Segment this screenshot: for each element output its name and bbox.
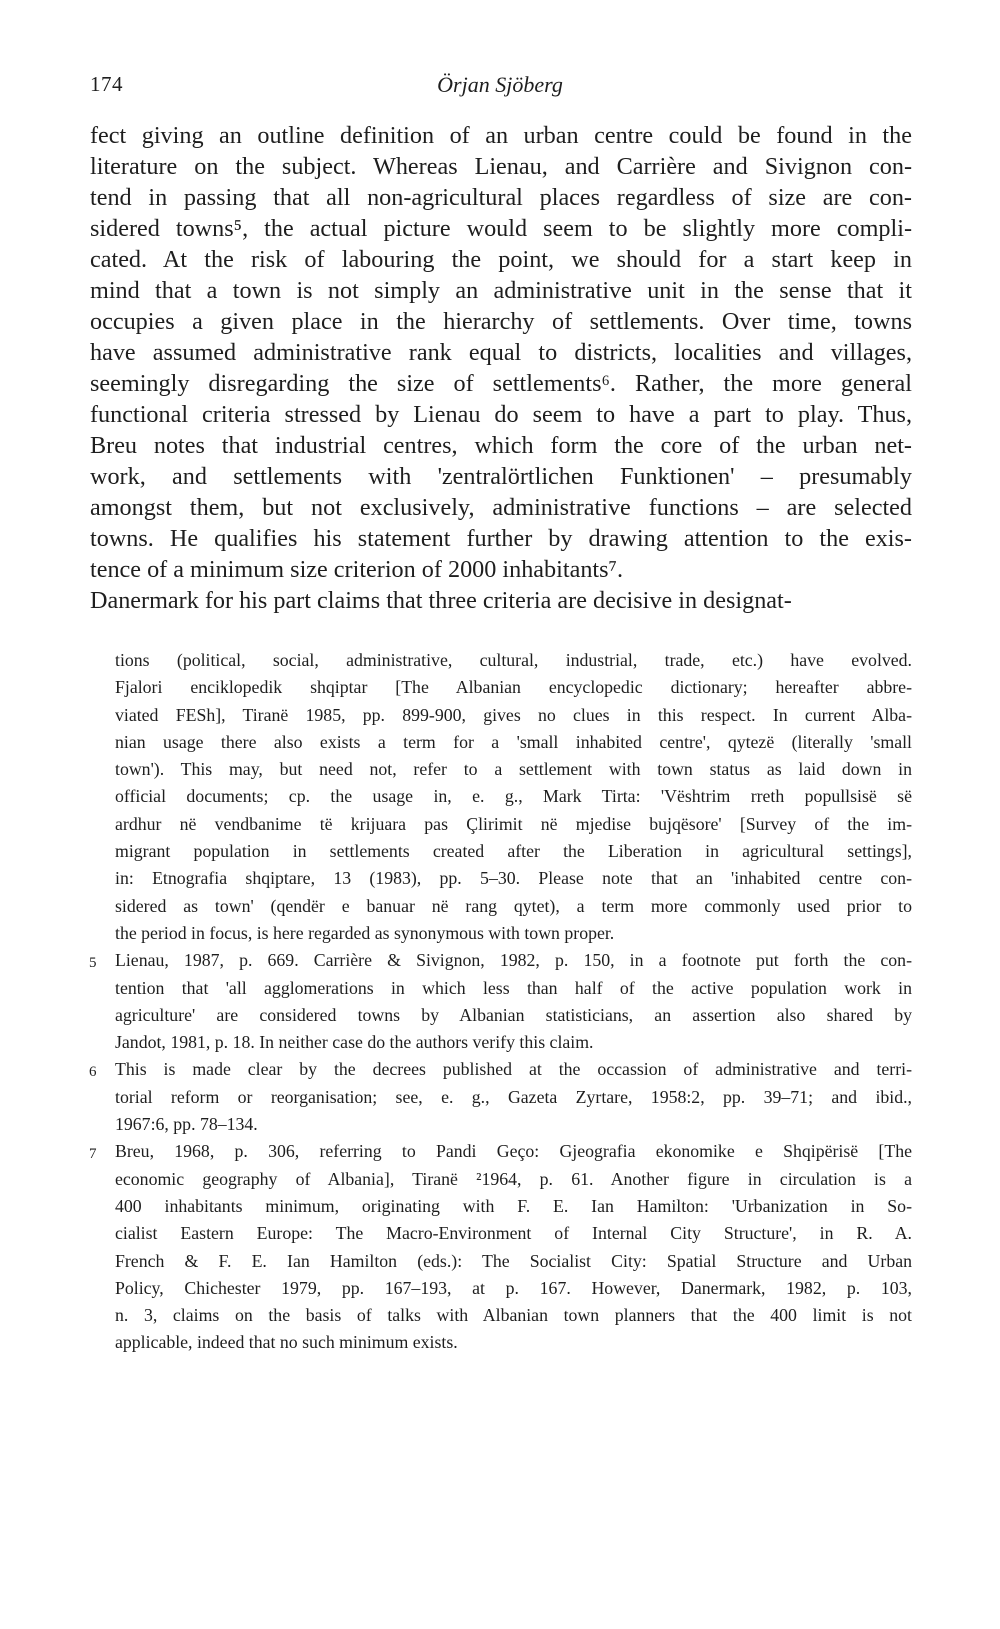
footnote-line: tions (political, social, administrative, cultural, industrial, trade, etc.) have evolved. <box>115 650 912 670</box>
page-number: 174 <box>90 72 123 96</box>
footnote-line: Jandot, 1981, p. 18. In neither case do the authors verify this claim. <box>115 1032 594 1053</box>
footnote-line: in: Etnografia shqiptare, 13 (1983), pp. 5–30. Please note that an 'inhabited centre con- <box>115 868 912 889</box>
footnote-line: 400 inhabitants minimum, originating with F. E. Ian Hamilton: 'Urbanization in So- <box>115 1195 912 1216</box>
body-line: tend in passing that all non-agricultural places regardless of size are con- <box>90 184 912 211</box>
footnote-continued <box>115 647 912 947</box>
footnote-6 <box>89 1056 912 1138</box>
footnote-line: agriculture' are considered towns by Albanian statisticians, an assertion also shared by <box>115 1004 912 1025</box>
body-line: have assumed administrative rank equal to districts, localities and villages, <box>90 339 912 366</box>
footnote-line: Policy, Chichester 1979, pp. 167–193, at p. 167. However, Danermark, 1982, p. 103, <box>115 1277 912 1298</box>
running-head-author: Örjan Sjöberg <box>437 72 563 97</box>
footnote-line: migrant population in settlements created after the Liberation in agricultural settings], <box>115 841 912 862</box>
footnote-7 <box>89 1138 912 1356</box>
body-line: cated. At the risk of labouring the point, we should for a start keep in <box>90 246 912 273</box>
footnote-line: viated FESh], Tiranë 1985, pp. 899-900, gives no clues in this respect. In current Alba- <box>115 704 912 725</box>
footnote-5 <box>89 947 912 1056</box>
footnote-marker: 6 <box>89 1064 97 1081</box>
footnote-text: Breu, 1968, p. 306, referring to Pandi Geço: Gjeografia ekonomike e Shqipërisë [The <box>115 1141 912 1162</box>
footnote-line <box>89 1138 912 1165</box>
body-line: amongst them, but not exclusively, administrative functions – are selected <box>90 494 912 521</box>
body-line: occupies a given place in the hierarchy of settlements. Over time, towns <box>90 308 912 335</box>
footnotes-block <box>89 647 912 1357</box>
footnote-line: cialist Eastern Europe: The Macro-Environment of Internal City Structure', in R. A. <box>115 1223 912 1244</box>
body-line: Danermark for his part claims that three criteria are decisive in designat- <box>90 587 792 614</box>
footnote-line: town'). This may, but need not, refer to a settlement with town status as laid down in <box>115 759 912 780</box>
body-line: fect giving an outline definition of an urban centre could be found in the <box>90 122 912 149</box>
footnote-line: ardhur në vendbanime të krijuara pas Çlirimit në mjedise bujqësore' [Survey of the im- <box>115 813 912 834</box>
footnote-line: Fjalori enciklopedik shqiptar [The Albanian encyclopedic dictionary; hereafter abbre- <box>115 677 912 698</box>
footnote-text: This is made clear by the decrees published at the occassion of administrative and terri- <box>115 1059 912 1080</box>
footnote-text: Lienau, 1987, p. 669. Carrière & Sivignon, 1982, p. 150, in a footnote put forth the con- <box>115 950 912 971</box>
footnote-line <box>89 1056 912 1083</box>
body-line: mind that a town is not simply an administrative unit in the sense that it <box>90 277 912 304</box>
footnote-marker: 5 <box>89 955 97 972</box>
footnote-line: n. 3, claims on the basis of talks with Albanian town planners that the 400 limit is not <box>115 1305 912 1326</box>
footnote-line: tention that 'all agglomerations in which less than half of the active population work in <box>115 977 912 998</box>
footnote-line: applicable, indeed that no such minimum exists. <box>115 1332 458 1353</box>
footnote-line: 1967:6, pp. 78–134. <box>115 1114 258 1135</box>
body-line: literature on the subject. Whereas Lienau, and Carrière and Sivignon con- <box>90 153 912 180</box>
footnote-line: nian usage there also exists a term for a 'small inhabited centre', qytezë (literally 'small <box>115 731 912 752</box>
footnote-line: sidered as town' (qendër e banuar në rang qytet), a term more commonly used prior to <box>115 895 912 916</box>
footnote-line: torial reform or reorganisation; see, e. g., Gazeta Zyrtare, 1958:2, pp. 39–71; and ibid., <box>115 1086 912 1107</box>
body-line: tence of a minimum size criterion of 2000 inhabitants⁷. <box>90 556 624 583</box>
footnote-line: economic geography of Albania], Tiranë ²1964, p. 61. Another figure in circulation is a <box>115 1168 912 1189</box>
body-line: Breu notes that industrial centres, which form the core of the urban net- <box>90 432 912 459</box>
footnote-line <box>89 947 912 974</box>
main-text-block <box>90 120 912 616</box>
body-line: towns. He qualifies his statement further by drawing attention to the exis- <box>90 525 912 552</box>
body-line: sidered towns⁵, the actual picture would seem to be slightly more compli- <box>90 215 912 242</box>
footnote-line: French & F. E. Ian Hamilton (eds.): The Socialist City: Spatial Structure and Urban <box>115 1250 912 1271</box>
body-line: functional criteria stressed by Lienau do seem to have a part to play. Thus, <box>90 401 912 428</box>
footnote-line: official documents; cp. the usage in, e. g., Mark Tirta: 'Vështrim rreth popullsisë së <box>115 786 912 807</box>
body-line: seemingly disregarding the size of settlements⁶. Rather, the more general <box>90 370 912 397</box>
footnote-line: the period in focus, is here regarded as synonymous with town proper. <box>115 922 615 943</box>
footnote-marker: 7 <box>89 1146 97 1163</box>
body-line: work, and settlements with 'zentralörtlichen Funktionen' – presumably <box>90 463 912 490</box>
